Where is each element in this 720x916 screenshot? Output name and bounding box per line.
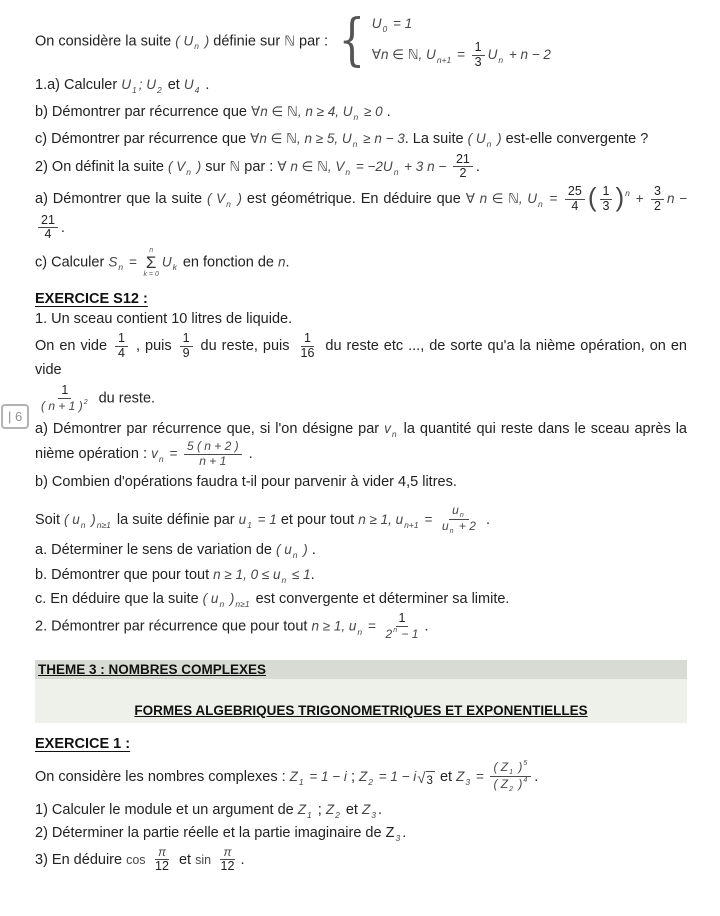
text-run: 1: [602, 184, 610, 198]
fraction: [439, 504, 479, 536]
text-run: =: [472, 768, 488, 784]
text-run: 3: [602, 198, 610, 213]
text-run: ;: [346, 768, 360, 785]
text-run: =: [165, 446, 181, 462]
text-run: .: [382, 104, 391, 120]
text-run: ≥ n − 3: [359, 130, 405, 146]
text-run: .: [285, 254, 290, 271]
text-run: 3) En déduire: [35, 851, 127, 868]
spacer: [35, 278, 687, 290]
text-run: π: [157, 844, 166, 859]
question-1c: [35, 129, 687, 151]
text-run: ): [515, 759, 523, 774]
subscript: n+1: [404, 519, 419, 530]
text-run: n: [278, 254, 286, 270]
subscript: n: [353, 112, 359, 122]
text-run: 3: [654, 184, 661, 198]
subscript: 1: [298, 776, 304, 787]
text-run: ∀ n ∈ ℕ, V: [277, 158, 345, 174]
subscript: n: [158, 454, 164, 465]
subscript: 2: [368, 776, 374, 787]
text-run: c) Calculer: [35, 254, 109, 271]
exercice-1-heading: [35, 735, 687, 753]
subscript: n: [352, 138, 358, 149]
subscript: n: [281, 574, 287, 585]
fraction: [472, 41, 485, 70]
text-run: ): [87, 511, 96, 527]
text-run: 3: [474, 54, 482, 69]
text-run: .: [534, 768, 539, 785]
text-run: 4: [44, 227, 52, 242]
text-run: .: [244, 446, 253, 463]
text-run: b) Démontrer par récurrence que: [35, 104, 251, 120]
text-run: ): [226, 591, 235, 607]
fraction: [152, 846, 172, 875]
fraction: [115, 332, 128, 361]
text-run: par :: [240, 158, 278, 175]
text-run: u: [238, 511, 247, 527]
text-run: du reste.: [94, 390, 156, 407]
subscript: k: [172, 262, 177, 273]
text-run: n ≥ 1, u: [358, 511, 404, 527]
text-run: cos: [126, 852, 150, 867]
text-run: ): [493, 130, 502, 146]
text-run: et: [163, 77, 184, 94]
ex1-q3: [35, 846, 687, 875]
s12-b: [35, 472, 687, 494]
s12-2c: [35, 589, 687, 611]
text-run: et pour tout: [276, 511, 359, 528]
text-run: Z: [289, 768, 298, 784]
fraction: [184, 440, 242, 469]
text-run: 1: [118, 330, 125, 345]
s12-fraction-reste: [35, 384, 687, 414]
fraction: [383, 612, 422, 642]
text-run: ; U: [138, 77, 156, 93]
subscript: 3: [371, 810, 376, 820]
text-run: est convergente et déterminer sa limite.: [251, 591, 510, 608]
text-run: Z: [456, 768, 465, 784]
subscript: n: [226, 199, 231, 210]
text-run: la suite définie par: [112, 511, 239, 528]
text-run: ℕ: [229, 158, 241, 174]
question-1a: [35, 75, 687, 97]
text-run: U: [161, 254, 172, 270]
superscript: n: [393, 626, 398, 634]
text-run: ): [232, 191, 243, 207]
text-run: . La suite: [404, 130, 468, 147]
subscript: n: [538, 199, 543, 210]
subscript: n: [194, 41, 199, 52]
ex1-q2: [35, 823, 687, 845]
text-run: est géométrique. En déduire que: [242, 191, 466, 208]
text-run: ( U: [175, 33, 194, 49]
fraction: [298, 332, 318, 361]
brace: {: [338, 8, 366, 74]
text-run: Z: [297, 802, 307, 817]
text-run: 25: [567, 184, 582, 198]
text-run: .: [240, 851, 245, 868]
text-run: 1. Un sceau contient 10 litres de liquide.: [35, 311, 293, 327]
text-run: ;: [313, 802, 326, 818]
text-run: 2: [654, 198, 661, 213]
text-run: 2) Déterminer la partie réelle et la partie imaginaire de Z: [35, 824, 395, 841]
text-run: ( u: [276, 541, 292, 557]
text-run: 9: [182, 345, 190, 360]
fraction: [38, 214, 58, 243]
text-run: ( Z: [493, 777, 509, 792]
subscript: n: [345, 166, 351, 177]
text-run: .: [377, 802, 382, 818]
subscript: n: [391, 428, 397, 439]
text-run: u: [441, 519, 449, 534]
text-run: la quantité qui reste dans le sceau après la nième opération :: [35, 420, 687, 463]
text-run: 2: [385, 626, 393, 641]
text-run: et: [341, 802, 362, 818]
text-run: n ≥ 1, 0 ≤ u: [213, 566, 281, 582]
subscript: n+1: [436, 54, 452, 65]
text-run: U: [371, 16, 382, 31]
subscript: 2: [335, 810, 340, 820]
text-run: ( V: [168, 158, 186, 174]
exercice-s12-heading: [35, 290, 687, 308]
text-run: n ≥ 1, u: [311, 618, 357, 634]
text-run: .: [402, 824, 407, 841]
text-run: U: [183, 77, 194, 93]
subscript: 2: [509, 786, 514, 794]
text-run: + n − 2: [505, 46, 551, 62]
text-run: et: [174, 851, 196, 868]
subscript: n: [449, 528, 454, 536]
text-run: , puis: [131, 337, 177, 354]
text-run: ( U: [467, 130, 486, 146]
subscript: n: [357, 626, 363, 637]
subscript: 1: [247, 519, 252, 530]
subscript: n: [459, 511, 464, 519]
fraction: [180, 332, 193, 361]
text-run: +: [630, 191, 648, 207]
subscript: n≥1: [235, 599, 250, 610]
spacer: [35, 642, 687, 660]
ex1-intro: [35, 760, 687, 794]
text-run: et: [435, 768, 457, 785]
cases-line: [372, 41, 551, 70]
text-run: ( Z: [493, 759, 509, 774]
s12-2b: [35, 565, 687, 587]
text-run: Z: [361, 802, 371, 817]
fraction: [218, 846, 238, 875]
text-run: ∀n ∈ ℕ, n ≥ 5, U: [250, 130, 352, 146]
text-run: ≤ 1: [288, 566, 311, 582]
banner-label: FORMES ALGEBRIQUES TRIGONOMETRIQUES ET EXPONENTIELLES: [134, 702, 588, 718]
text-run: u: [452, 502, 459, 517]
heading-label: EXERCICE 1 :: [35, 735, 131, 752]
text-run: n + 1: [199, 454, 227, 468]
subscript: n: [118, 262, 124, 273]
cases-system: [334, 8, 551, 74]
text-run: ∀n ∈ ℕ, U: [371, 46, 436, 62]
text-run: 4: [571, 198, 579, 213]
text-run: définie sur: [209, 33, 285, 50]
s12-vide: [35, 332, 687, 382]
text-run: − 1: [398, 626, 419, 641]
text-run: sur: [201, 158, 230, 175]
text-run: .: [310, 566, 315, 583]
text-run: .: [424, 618, 429, 635]
text-run: 5 ( n + 2 ): [186, 439, 239, 454]
text-run: ): [193, 158, 202, 174]
text-run: + 2: [455, 519, 476, 534]
text-run: + 3 n −: [400, 158, 450, 174]
question-2a: [35, 182, 687, 242]
subscript: n: [80, 519, 86, 530]
subscript: 3: [465, 776, 471, 787]
theme3-banner: [35, 660, 687, 679]
text-run: =: [420, 511, 436, 527]
text-run: On considère les nombres complexes :: [35, 768, 290, 785]
text-run: = 1 − i: [375, 768, 417, 784]
s12-intro: [35, 309, 687, 331]
text-run: 1.a) Calculer: [35, 77, 122, 94]
subscript: 1: [131, 85, 137, 96]
text-run: Z: [325, 802, 335, 817]
text-run: 2: [459, 166, 467, 181]
text-run: 1: [61, 383, 69, 397]
text-run: 4: [118, 345, 125, 360]
text-run: U: [121, 77, 131, 93]
text-run: b. Démontrer que pour tout: [35, 566, 214, 583]
text-run: ℕ: [284, 33, 296, 49]
text-run: n −: [666, 191, 687, 207]
subscript: n: [393, 166, 399, 177]
subscript: n: [292, 549, 298, 560]
text-run: ): [200, 33, 210, 49]
text-run: 12: [220, 859, 235, 874]
fraction: [600, 185, 613, 214]
text-run: a) Démontrer par récurrence que, si l'on désigne par: [35, 420, 385, 437]
text-run: a) Démontrer que la suite: [35, 191, 208, 208]
text-run: en fonction de: [178, 254, 279, 271]
text-run: 1: [474, 39, 482, 54]
subscript: 4: [194, 85, 200, 96]
text-run: = 1 − i: [305, 768, 347, 784]
text-run: .: [307, 541, 316, 558]
spacer: [35, 494, 687, 504]
text-run: = 1: [253, 511, 277, 527]
text-run: π: [223, 844, 232, 859]
text-run: =: [364, 618, 380, 634]
superscript: 2: [83, 398, 88, 406]
text-run: c) Démontrer par récurrence que: [35, 130, 251, 147]
superscript: 4: [523, 777, 528, 785]
text-run: On en vide: [35, 337, 113, 354]
text-run: par :: [295, 33, 333, 50]
text-run: = −2U: [352, 158, 393, 174]
fraction: [38, 384, 92, 414]
page-number-label: | 6: [8, 409, 23, 424]
subscript: 1: [509, 768, 514, 776]
text-run: ): [615, 182, 625, 213]
fraction: [565, 185, 585, 214]
text-run: 12: [155, 859, 169, 874]
fraction: [651, 185, 664, 214]
text-run: =: [453, 46, 469, 62]
text-run: (: [587, 182, 597, 213]
text-run: = 1: [389, 16, 413, 31]
banner-label: THEME 3 : NOMBRES COMPLEXES: [38, 661, 267, 677]
subscript: n≥1: [96, 519, 111, 530]
text-run: 1: [182, 330, 190, 345]
superscript: n: [625, 188, 630, 199]
s12-2d: [35, 612, 687, 642]
cases-line: [372, 14, 551, 36]
subscript: n: [219, 599, 225, 610]
subscript: 3: [395, 832, 401, 843]
intro-suite-un: [35, 8, 687, 74]
superscript: 5: [523, 759, 528, 767]
ex1-q1: [35, 800, 687, 822]
subscript: n: [186, 166, 191, 177]
heading-label: EXERCICE S12 :: [35, 291, 148, 307]
text-run: ( n + 1 ): [41, 398, 83, 413]
text-run: ∀ n ∈ ℕ, U: [465, 191, 538, 207]
text-run: 21: [455, 151, 470, 166]
text-run: =: [544, 191, 562, 207]
text-run: Soit: [35, 511, 65, 528]
text-run: .: [201, 77, 210, 94]
text-run: 1) Calculer le module et un argument de: [35, 802, 298, 818]
text-run: b) Combien d'opérations faudra t-il pour parvenir à vider 4,5 litres.: [35, 473, 457, 490]
text-run: Z: [359, 768, 368, 784]
text-run: On considère la suite: [35, 33, 176, 50]
text-run: 3: [426, 774, 433, 787]
text-run: ( u: [202, 591, 219, 607]
text-run: .: [481, 511, 490, 528]
text-run: 2) On définit la suite: [35, 158, 168, 175]
text-run: ): [299, 541, 308, 557]
subscript: n: [486, 138, 492, 149]
text-run: v: [151, 446, 158, 462]
text-run: c. En déduire que la suite: [35, 591, 203, 608]
text-run: 21: [41, 212, 55, 227]
text-run: .: [60, 219, 65, 236]
text-run: S: [108, 254, 118, 270]
text-run: ∀n ∈ ℕ, n ≥ 4, U: [251, 104, 353, 119]
question-2-def-vn: [35, 153, 687, 182]
text-run: est-elle convergente ?: [501, 130, 649, 147]
fraction: [490, 760, 531, 794]
document-content: [35, 8, 687, 874]
question-2c-somme: [35, 247, 687, 278]
text-run: ( V: [207, 191, 226, 207]
text-run: sin: [195, 852, 215, 867]
s12-a: [35, 419, 687, 469]
subscript: 1: [307, 810, 312, 820]
theme3-subtitle-banner: [35, 679, 687, 723]
text-run: ≥ 0: [360, 104, 383, 119]
s12-soit-un: [35, 504, 687, 536]
text-run: 2. Démontrer par récurrence que pour tout: [35, 618, 312, 635]
subscript: 0: [382, 24, 388, 34]
text-run: ): [515, 777, 523, 792]
text-run: v: [384, 420, 391, 436]
text-run: 1: [304, 330, 311, 345]
page-number-badge: [1, 404, 29, 429]
text-run: .: [475, 158, 480, 175]
fraction: [453, 153, 473, 182]
text-run: a. Déterminer le sens de variation de: [35, 541, 276, 558]
text-run: du reste etc ..., de sorte qu'a la nième opération, on en vide: [35, 337, 687, 379]
text-run: 1: [398, 611, 406, 626]
subscript: 2: [156, 85, 162, 96]
subscript: n: [498, 54, 504, 65]
question-1b: [35, 102, 687, 124]
s12-2a: [35, 540, 687, 562]
text-run: du reste, puis: [195, 337, 295, 354]
text-run: ( u: [64, 511, 80, 527]
summation: n Σ k = 0: [143, 247, 159, 278]
square-root: √ 3: [417, 771, 435, 790]
text-run: =: [125, 254, 141, 270]
text-run: U: [487, 46, 498, 62]
text-run: 16: [300, 345, 315, 360]
